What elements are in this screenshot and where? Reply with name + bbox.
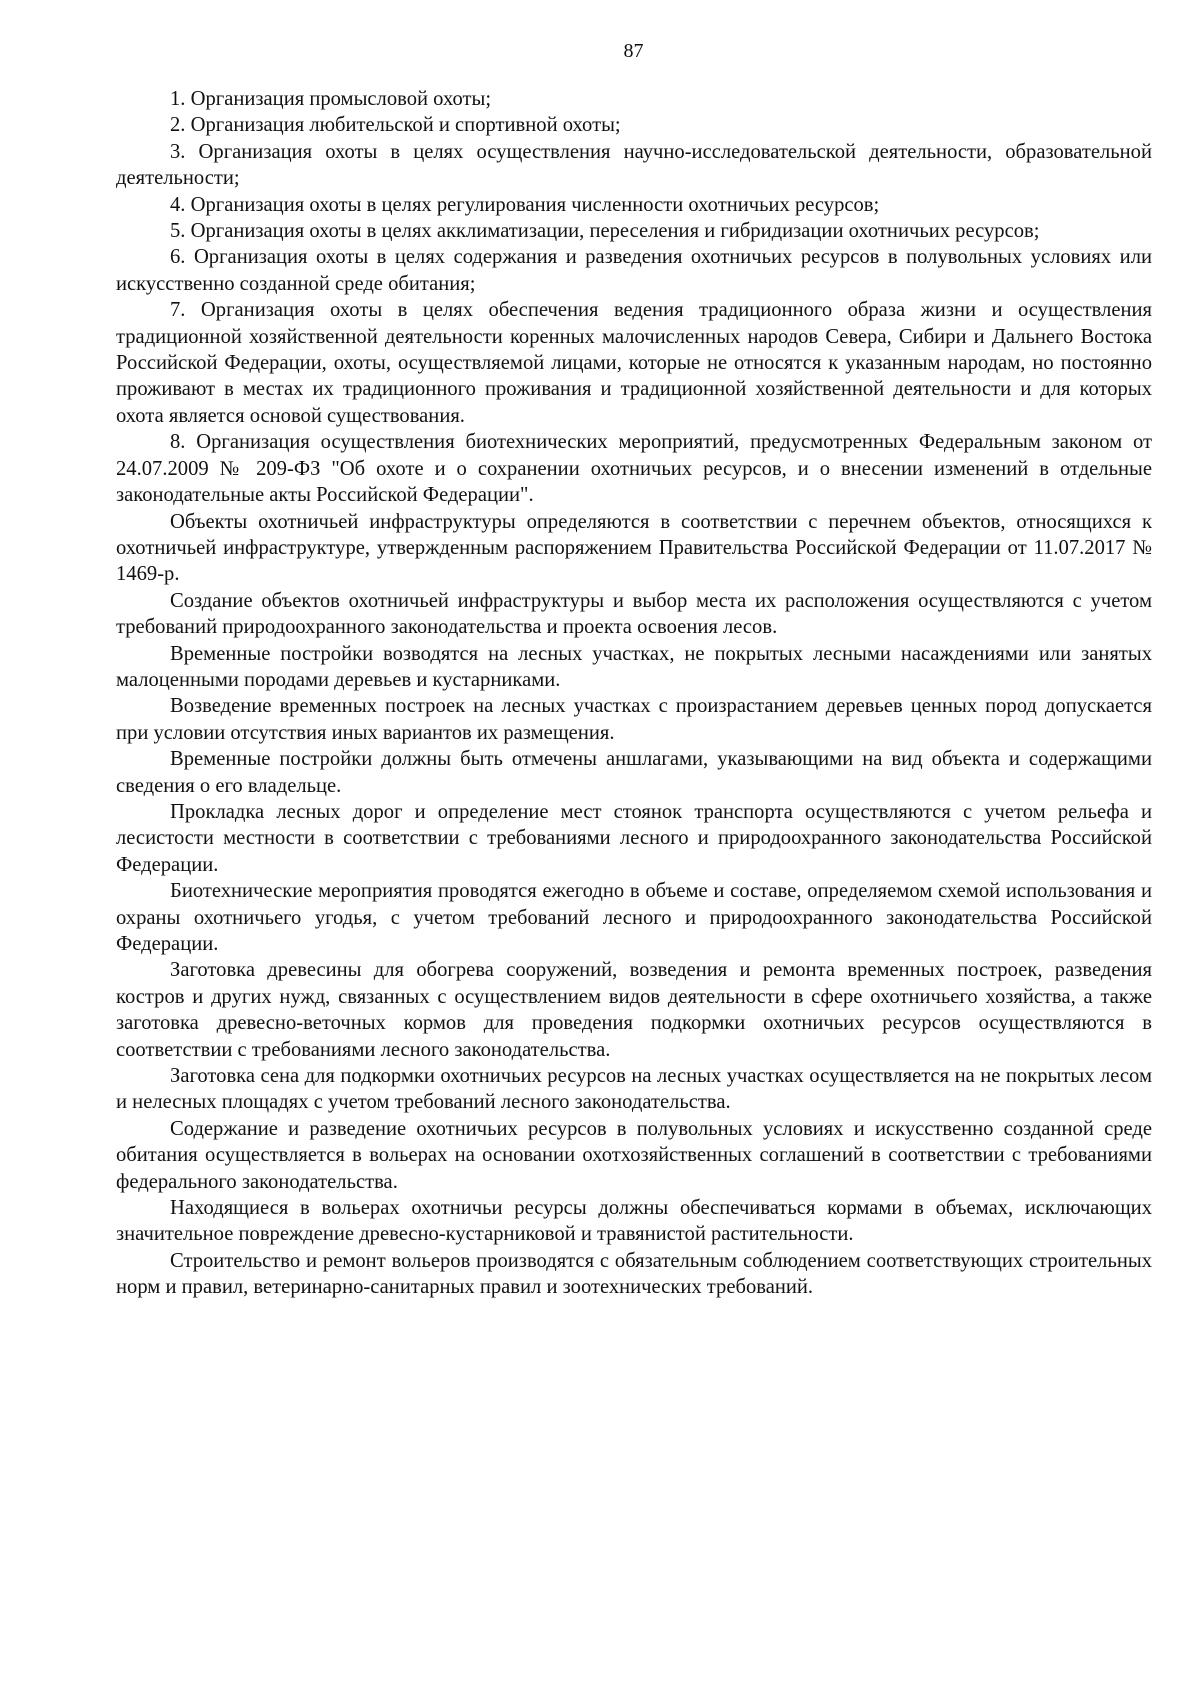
paragraph-enclosure-breeding: Содержание и разведение охотничьих ресурсов в полувольных условиях и искусственно созданной среде обитания осуществляется в вольерах на основании охотхозяйственных соглашений в соответствии с требованиями федерального законодательства. [116, 1117, 1152, 1193]
list-item-commercial-hunting: 1. Организация промысловой охоты; [170, 88, 492, 110]
paragraph-valuable-tree-plots: Возведение временных построек на лесных участках с произрастанием деревьев ценных пород допускается при условии отсутствия иных вариантов их размещения. [116, 695, 1152, 744]
paragraph-biotechnical-annual: Биотехнические мероприятия проводятся ежегодно в объеме и составе, определяемом схемой использования и охраны охотничьего угодья, с учетом требований лесного и природоохранного законодательства Российской Федерации. [116, 880, 1152, 955]
paragraph-wood-harvesting: Заготовка древесины для обогрева сооружений, возведения и ремонта временных построек, разведения костров и других нужд, связанных с осуществлением видов деятельности в сфере охотничьего хозяйства, а также заготовка древесно-веточных кормов для проведения подкормки охотничьих ресурсов осуществляются в соответствии с требованиями лесного законодательства. [116, 959, 1152, 1061]
paragraph-infrastructure-creation: Создание объектов охотничьей инфраструктуры и выбор места их расположения осуществляются с учетом требований природоохранного законодательства и проекта освоения лесов. [116, 589, 1152, 639]
list-item-population-regulation: 4. Организация охоты в целях регулирования численности охотничьих ресурсов; [170, 193, 880, 216]
list-item-research-hunting: 3. Организация охоты в целях осуществления научно-исследовательской деятельности, образовательной деятельности; [116, 140, 1152, 190]
list-item-biotechnical-measures: 8. Организация осуществления биотехнических мероприятий, предусмотренных Федеральным законом от 24.07.2009 № 209-ФЗ "Об охоте и о сохранении охотничьих ресурсов, и о внесении изменений в отдельные законодательные акты Российской Федерации". [116, 431, 1152, 507]
document-body [116, 86, 1152, 1301]
paragraph-forest-roads: Прокладка лесных дорог и определение мест стоянок транспорта осуществляются с учетом рельефа и лесистости местности в соответствии с требованиями лесного и природоохранного законодательства Российской Федерации. [116, 800, 1152, 876]
list-item-semi-free-breeding: 6. Организация охоты в целях содержания и разведения охотничьих ресурсов в полувольных условиях или искусственно созданной среде обитания; [116, 246, 1152, 295]
paragraph-temporary-buildings-signs: Временные постройки должны быть отмечены аншлагами, указывающими на вид объекта и содержащими сведения о его владельце. [116, 748, 1152, 797]
paragraph-infrastructure-objects: Объекты охотничьей инфраструктуры определяются в соответствии с перечнем объектов, относящихся к охотничьей инфраструктуре, утвержденным распоряжением Правительства Российской Федерации от 11.07.2017 № 1469-р. [116, 510, 1152, 586]
page-number: 87 [623, 40, 644, 62]
paragraph-enclosure-construction: Строительство и ремонт вольеров производятся с обязательным соблюдением соответствующих строительных норм и правил, ветеринарно-санитарных правил и зоотехнических требований. [116, 1249, 1152, 1299]
list-item-acclimatization: 5. Организация охоты в целях акклиматизации, переселения и гибридизации охотничьих ресурсов; [170, 220, 1040, 243]
list-item-indigenous-peoples: 7. Организация охоты в целях обеспечения ведения традиционного образа жизни и осуществления традиционной хозяйственной деятельности коренных малочисленных народов Севера, Сибири и Дальнего Востока Российской Федерации, охоты, осуществляемой лицами, которые не относятся к указанным народам, но постоянно проживают в местах их традиционного проживания и традиционной хозяйственной деятельности и для которых охота является основой существования. [116, 299, 1152, 427]
paragraph-temporary-buildings-location: Временные постройки возводятся на лесных участках, не покрытых лесными насаждениями или занятых малоценными породами деревьев и кустарниками. [116, 642, 1152, 691]
list-item-amateur-sport-hunting: 2. Организация любительской и спортивной охоты; [170, 114, 621, 137]
paragraph-hay-harvesting: Заготовка сена для подкормки охотничьих ресурсов на лесных участках осуществляется на не покрытых лесом и нелесных площадях с учетом требований лесного законодательства. [116, 1065, 1152, 1114]
paragraph-enclosure-feeding: Находящиеся в вольерах охотничьи ресурсы должны обеспечиваться кормами в объемах, исключающих значительное повреждение древесно-кустарниковой и травянистой растительности. [116, 1197, 1152, 1246]
